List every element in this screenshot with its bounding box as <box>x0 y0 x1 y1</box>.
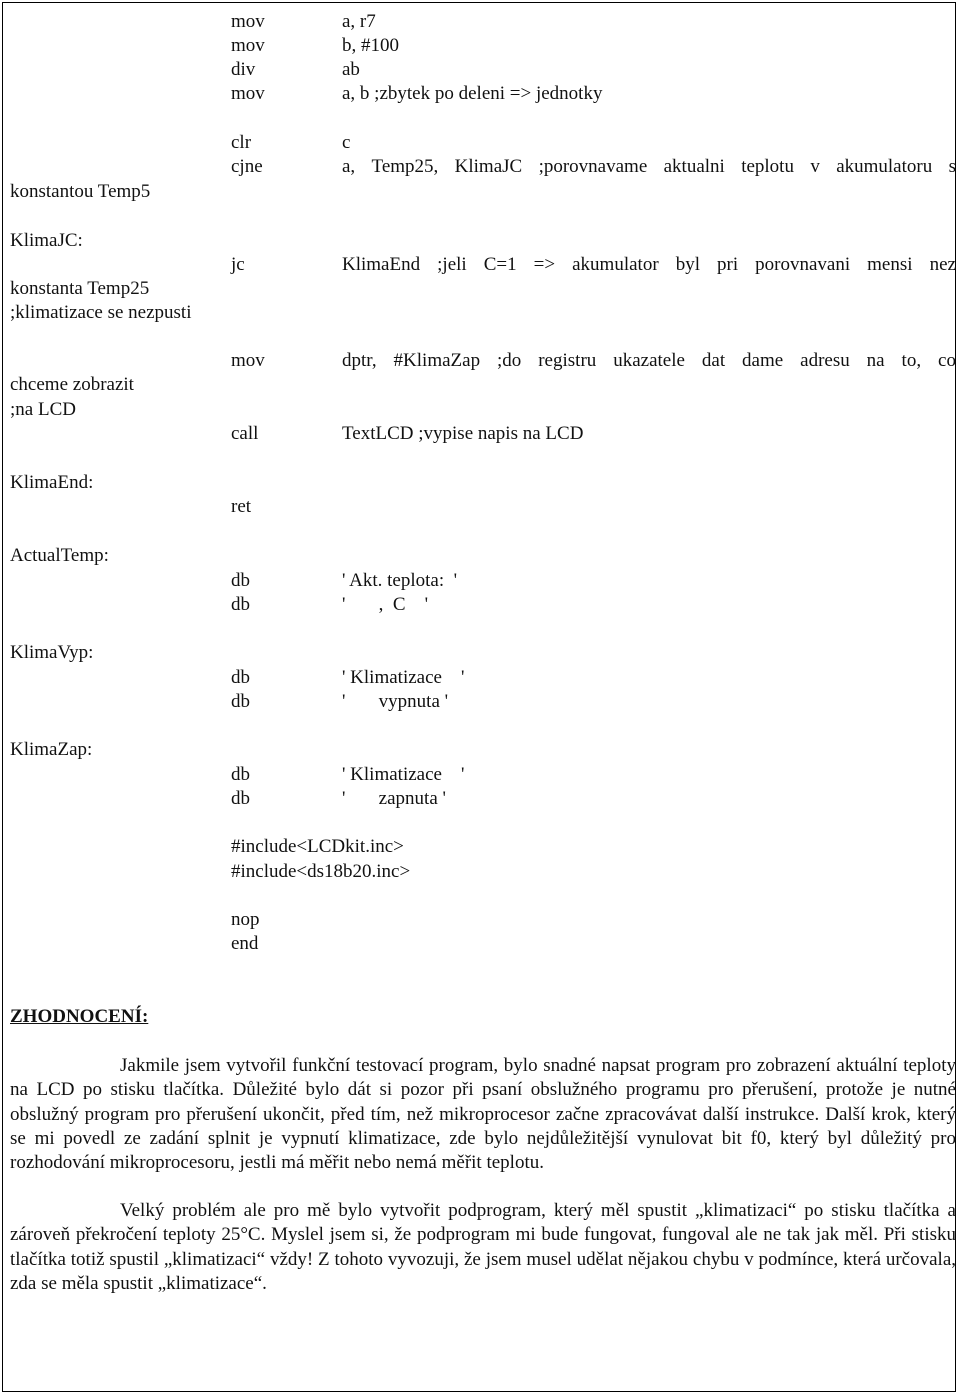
code-word: ukazatele <box>613 350 685 371</box>
code-label: konstantou Temp5 <box>10 181 151 202</box>
code-op: db <box>231 570 250 591</box>
code-arg: ' , C ' <box>342 594 429 615</box>
code-word: to, <box>901 350 922 371</box>
code-op: div <box>231 59 256 80</box>
code-op: end <box>231 933 259 954</box>
code-word: dame <box>742 350 784 371</box>
code-arg: a, b ;zbytek po deleni => jednotky <box>342 83 603 104</box>
code-word: registru <box>538 350 597 371</box>
paragraph-text: Jakmile jsem vytvořil funkční testovací program, bylo snadné napsat program pro zobrazení aktuální teploty na LCD po stisku tlačítka. Důležité bylo dát si pozor při psaní obslužného programu pro přerušení, protože je nutné obslužný program pro přerušení ukončit, před tím, než mikroprocesor začne zpracovávat další instrukce. Další krok, který se mi povedl ze zadání splnit je vypnutí klimatizace, zde bylo nejdůležitější vynulovat bit f0, který byl důležitý pro rozhodování mikroprocesoru, jestli má měřit nebo nemá měřit teplotu. <box>10 1055 956 1174</box>
code-word: adresu <box>800 350 850 371</box>
code-op: nop <box>231 909 260 930</box>
code-op: db <box>231 594 250 615</box>
code-word: porovnavani <box>755 254 851 275</box>
code-word: akumulator <box>572 254 659 275</box>
code-op: mov <box>231 35 265 56</box>
code-op: call <box>231 423 259 444</box>
code-word: ;do <box>497 350 522 371</box>
code-word: na <box>866 350 885 371</box>
code-include: #include<ds18b20.inc> <box>231 861 411 882</box>
code-word: v <box>810 156 820 177</box>
code-op: mov <box>231 350 265 371</box>
code-op: cjne <box>231 156 263 177</box>
code-arg-justified <box>342 253 956 277</box>
code-op: db <box>231 788 250 809</box>
code-arg: a, r7 <box>342 11 376 32</box>
code-op: db <box>231 691 250 712</box>
code-word: dptr, <box>342 350 377 371</box>
code-op: mov <box>231 11 265 32</box>
section-heading: ZHODNOCENÍ: <box>10 1006 149 1027</box>
code-label: konstanta Temp25 <box>10 278 150 299</box>
paragraph <box>10 1199 956 1296</box>
code-label: KlimaVyp: <box>10 642 94 663</box>
code-word: a, <box>342 156 356 177</box>
code-op: mov <box>231 83 265 104</box>
document-page <box>2 2 956 1392</box>
code-include: #include<LCDkit.inc> <box>231 836 404 857</box>
code-arg-justified <box>342 349 956 373</box>
paragraph-text: Velký problém ale pro mě bylo vytvořit podprogram, který měl spustit „klimatizaci“ po stisku tlačítka a zároveň překročení teploty 25°C. Myslel jsem si, že podprogram mi bude fungovat, fungoval ale ne tak jak měl. Při stisku tlačítka totiž spustil „klimatizaci“ vždy! Z tohoto vyvozuji, že jsem musel udělat nějakou chybu v podmínce, která určovala, zda se měla spustit „klimatizace“. <box>10 1200 956 1294</box>
code-op: jc <box>231 254 245 275</box>
code-op: ret <box>231 496 252 517</box>
code-arg: ' zapnuta ' <box>342 788 446 809</box>
code-label: ;klimatizace se nezpusti <box>10 302 192 323</box>
code-word: aktualni <box>663 156 725 177</box>
code-arg: ' Klimatizace ' <box>342 764 465 785</box>
code-arg: ' Klimatizace ' <box>342 667 465 688</box>
code-op: db <box>231 764 250 785</box>
code-label: chceme zobrazit <box>10 374 134 395</box>
code-word: akumulatoru <box>836 156 933 177</box>
code-arg: ab <box>342 59 360 80</box>
code-label: KlimaEnd: <box>10 472 94 493</box>
code-arg: TextLCD ;vypise napis na LCD <box>342 423 584 444</box>
code-label: KlimaZap: <box>10 739 93 760</box>
code-word: nez <box>929 254 956 275</box>
code-word: byl <box>675 254 700 275</box>
code-word: => <box>533 254 556 275</box>
code-word: mensi <box>867 254 913 275</box>
code-label: ;na LCD <box>10 399 76 420</box>
code-word: C=1 <box>483 254 517 275</box>
code-arg: c <box>342 132 351 153</box>
code-word: KlimaJC <box>454 156 523 177</box>
code-label: KlimaJC: <box>10 230 83 251</box>
code-word: pri <box>717 254 739 275</box>
code-arg: b, #100 <box>342 35 399 56</box>
code-arg-justified <box>342 155 956 179</box>
code-word: #KlimaZap <box>393 350 481 371</box>
code-arg: ' vypnuta ' <box>342 691 449 712</box>
code-word: KlimaEnd <box>342 254 421 275</box>
code-word: ;porovnavame <box>538 156 648 177</box>
code-label: ActualTemp: <box>10 545 109 566</box>
code-op: clr <box>231 132 252 153</box>
code-word: teplotu <box>741 156 794 177</box>
code-word: co <box>938 350 956 371</box>
code-word: dat <box>701 350 726 371</box>
code-word: s <box>948 156 956 177</box>
code-op: db <box>231 667 250 688</box>
paragraph <box>10 1054 956 1175</box>
code-word: ;jeli <box>437 254 467 275</box>
code-word: Temp25, <box>371 156 439 177</box>
code-arg: ' Akt. teplota: ' <box>342 570 458 591</box>
